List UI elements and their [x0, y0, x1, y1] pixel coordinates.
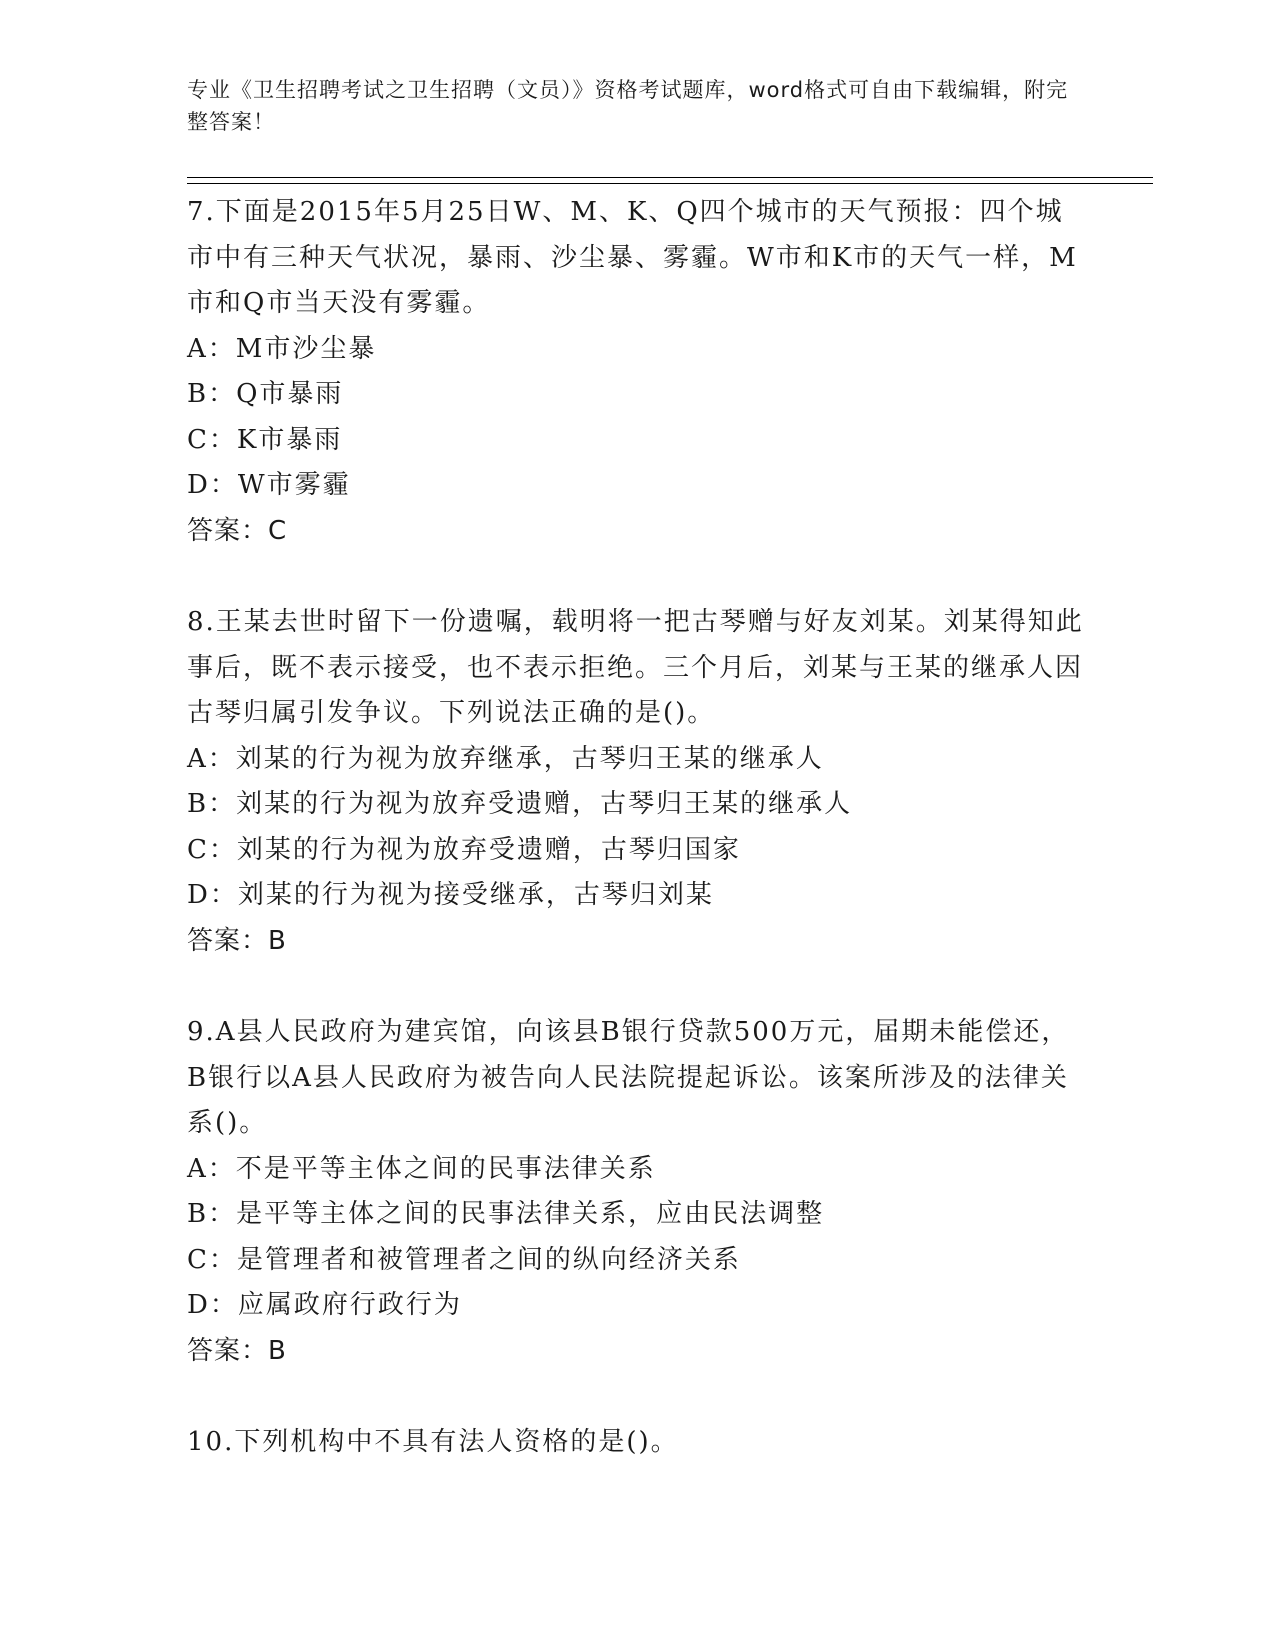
question-7	[187, 190, 1087, 554]
option-a: A：不是平等主体之间的民事法律关系	[187, 1153, 656, 1184]
option-b: B：刘某的行为视为放弃受遗赠，古琴归王某的继承人	[187, 789, 853, 819]
question-stem: 9.A县人民政府为建宾馆，向该县B银行贷款500万元，届期未能偿还，B银行以A县人民政府为被告向人民法院提起诉讼。该案所涉及的法律关系()。	[187, 1017, 1070, 1138]
question-stem: 7.下面是2015年5月25日W、M、K、Q四个城市的天气预报：四个城市中有三种天气状况，暴雨、沙尘暴、雾霾。W市和K市的天气一样，M市和Q市当天没有雾霾。	[187, 197, 1078, 318]
question-9	[187, 1010, 1087, 1374]
header-rule-top	[187, 177, 1153, 178]
option-d: D：W市雾霾	[187, 470, 351, 500]
option-d: D：刘某的行为视为接受继承，古琴归刘某	[187, 880, 714, 910]
question-10	[187, 1420, 1087, 1466]
option-d: D：应属政府行政行为	[187, 1290, 462, 1320]
question-list	[187, 190, 1087, 1512]
header-rule-bottom	[187, 183, 1153, 184]
answer-label: 答案：B	[187, 1335, 287, 1366]
option-a: A：M市沙尘暴	[187, 333, 377, 364]
question-stem: 8.王某去世时留下一份遗嘱，载明将一把古琴赠与好友刘某。刘某得知此事后，既不表示接受，也不表示拒绝。三个月后，刘某与王某的继承人因古琴归属引发争议。下列说法正确的是()。	[187, 607, 1084, 728]
option-b: B：是平等主体之间的民事法律关系，应由民法调整	[187, 1199, 825, 1229]
option-b: B：Q市暴雨	[187, 379, 344, 409]
question-8	[187, 600, 1087, 964]
option-c: C：K市暴雨	[187, 424, 343, 455]
answer-label: 答案：C	[187, 515, 288, 546]
option-c: C：刘某的行为视为放弃受遗赠，古琴归国家	[187, 834, 741, 865]
document-header: 专业《卫生招聘考试之卫生招聘（文员）》资格考试题库，word格式可自由下载编辑，附完整答案！	[187, 78, 1069, 134]
answer-label: 答案：B	[187, 925, 287, 956]
question-stem: 10.下列机构中不具有法人资格的是()。	[187, 1427, 679, 1457]
option-c: C：是管理者和被管理者之间的纵向经济关系	[187, 1244, 741, 1275]
option-a: A：刘某的行为视为放弃继承，古琴归王某的继承人	[187, 743, 824, 774]
